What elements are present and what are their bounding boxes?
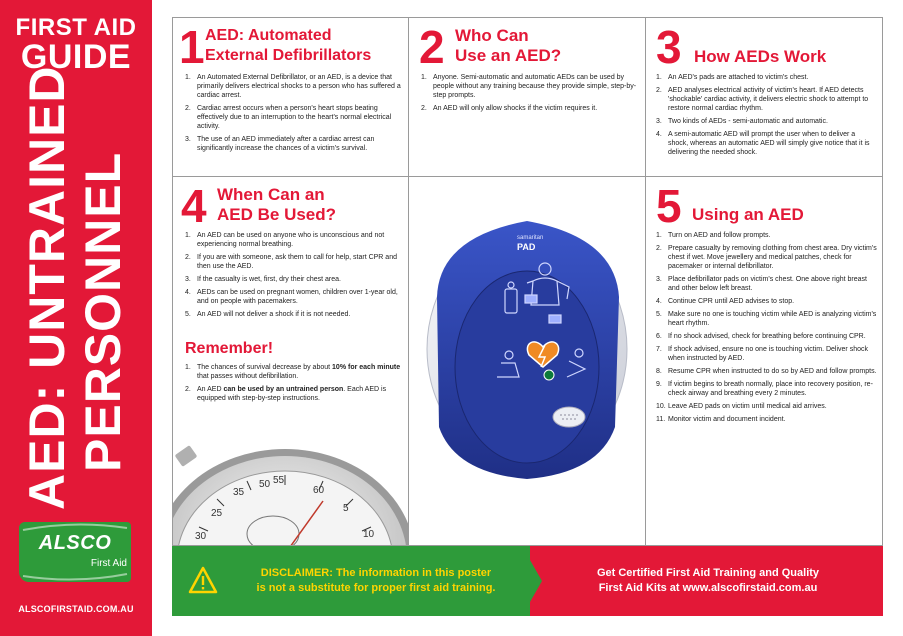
warning-icon (188, 566, 218, 594)
dial-label: 55 (273, 475, 285, 486)
list-item: 3. The use of an AED immediately after a cardiac arrest can significantly increase the chances of a victim's survival. (185, 136, 375, 152)
section-2-number: 2 (419, 21, 445, 73)
guide-title-line2: GUIDE (20, 38, 132, 76)
list-item: 11. Monitor victim and document incident. (656, 416, 786, 423)
section-5-list (656, 231, 878, 428)
list-item: 1. An AED can be used on anyone who is unconscious and not experiencing normal breathing. (185, 232, 385, 248)
list-item: 7. If shock advised, ensure no one is touching victim. Deliver shock when instructed by AED. (656, 346, 868, 362)
list-item: 1. An Automated External Defibrillator, or an AED, is a device that primarily delivers electrical shocks to a person who has suffered a cardiac arrest. (185, 74, 401, 99)
alsco-logo (19, 522, 131, 582)
section-2-title-line1: Who Can (455, 26, 529, 45)
guide-title-line1: FIRST AID (15, 14, 137, 41)
cta-url-link[interactable]: www.alscofirstaid.com.au (682, 582, 818, 594)
dial-label: 25 (211, 508, 223, 519)
cta-text (548, 566, 868, 596)
dial-label: 50 (259, 479, 271, 490)
section-1-panel (172, 17, 409, 177)
list-item: 3. Place defibrillator pads on victim's chest. One above right breast and other below left breast. (656, 276, 867, 292)
sidebar (0, 0, 152, 636)
list-item: 3. Two kinds of AEDs - semi-automatic and automatic. (656, 118, 828, 125)
section-1-number: 1 (179, 21, 205, 73)
dial-label: 35 (233, 487, 245, 498)
remember-list (185, 363, 401, 407)
section-2-list (421, 73, 637, 117)
list-item: 2. Prepare casualty by removing clothing from chest area. Dry victim's chest if wet. Move jewellery and medical patches, check for pacemaker or internal defibrillator. (656, 245, 877, 270)
aed-device-panel (408, 176, 646, 546)
list-item: 2. An AED can be used by an untrained person. Each AED is equipped with step-by-step instructions. (185, 386, 387, 402)
section-4-title-line2: AED Be Used? (217, 205, 337, 224)
list-item: 4. AEDs can be used on pregnant women, children over 1-year old, and on people with pacemakers. (185, 289, 398, 305)
dial-label: 5 (343, 503, 349, 514)
section-1-title-line2: External Defibrillators (205, 47, 372, 64)
list-item: 3. If the casualty is wet, first, dry their chest area. (185, 276, 341, 283)
section-2-panel (408, 17, 646, 177)
list-item: 1. Anyone. Semi-automatic and automatic AEDs can be used by people without any training because they provide simple, step-by-step prompts. (421, 74, 637, 99)
vertical-title-line1: AED: UNTRAINED (19, 65, 75, 510)
disclaimer-line1: DISCLAIMER: The information in this poster (260, 567, 492, 579)
list-item: 2. Cardiac arrest occurs when a person's heart stops beating effectively due to an interruption to the heart's normal electrical activity. (185, 105, 392, 130)
cta-line2: First Aid Kits at www.alscofirstaid.com.au (598, 582, 818, 594)
logo-name: ALSCO (38, 532, 112, 554)
list-item: 4. Continue CPR until AED advises to stop. (656, 298, 795, 305)
section-3-list (656, 73, 876, 161)
stopwatch-illustration (173, 419, 409, 546)
list-item: 2. If you are with someone, ask them to call for help, start CPR and then use the AED. (185, 254, 397, 270)
sidebar-website[interactable]: ALSCOFIRSTAID.COM.AU (18, 604, 134, 614)
section-4-list (185, 231, 401, 323)
list-item: 6. If no shock advised, check for breathing before continuing CPR. (656, 333, 866, 340)
list-item: 1. The chances of survival decrease by about 10% for each minute that passes without defibrillation. (185, 364, 401, 380)
list-item: 5. Make sure no one is touching victim while AED is analyzing victim's heart rhythm. (656, 311, 877, 327)
section-5-panel (645, 176, 883, 546)
section-4-panel (172, 176, 409, 546)
section-3-title: How AEDs Work (694, 47, 827, 66)
disclaimer-text (226, 566, 526, 596)
power-button-icon[interactable] (544, 370, 554, 380)
list-item: 1. Turn on AED and follow prompts. (656, 232, 771, 239)
device-model: PAD (517, 242, 536, 252)
section-4-title-line1: When Can an (217, 185, 325, 204)
device-brand: samaritan (517, 235, 544, 241)
section-5-number: 5 (656, 180, 682, 232)
dial-label: 30 (195, 531, 207, 542)
aed-device-illustration (409, 177, 646, 546)
section-3-panel (645, 17, 883, 177)
section-2-title-line2: Use an AED? (455, 46, 562, 65)
section-4-number: 4 (181, 180, 207, 232)
list-item: 2. An AED will only allow shocks if the victim requires it. (421, 105, 598, 112)
logo-subtitle: First Aid (90, 558, 127, 569)
section-5-title: Using an AED (692, 205, 804, 224)
speaker-grille-icon (553, 407, 585, 427)
banner-arrow (522, 546, 542, 616)
list-item: 2. AED analyses electrical activity of victim's heart. If AED detects 'shockable' cardiac activity, it delivers electric shock to attempt to restore normal cardiac rhythm. (656, 87, 869, 112)
section-1-list (185, 73, 401, 157)
disclaimer-line2: is not a substitute for proper first aid training. (256, 582, 496, 594)
list-item: 4. A semi-automatic AED will prompt the user when to deliver a shock, whereas an automatic AED will simply give notice that it is delivering the needed shock. (656, 131, 870, 156)
dial-label: 60 (313, 485, 325, 496)
section-3-number: 3 (656, 21, 682, 73)
cta-line1: Get Certified First Aid Training and Quality (596, 567, 820, 579)
list-item: 5. An AED will not deliver a shock if it is not needed. (185, 311, 351, 318)
list-item: 10. Leave AED pads on victim until medical aid arrives. (656, 403, 827, 410)
list-item: 1. An AED's pads are attached to victim's chest. (656, 74, 809, 81)
vertical-title-line2: PERSONNEL (75, 151, 131, 472)
dial-label: 10 (363, 529, 375, 540)
section-1-title-line1: AED: Automated (205, 27, 332, 44)
list-item: 8. Resume CPR when instructed to do so by AED and follow prompts. (656, 368, 877, 375)
list-item: 9. If victim begins to breath normally, place into recovery position, re-check airway and breathing every 2 minutes. (656, 381, 873, 397)
remember-heading: Remember! (185, 340, 274, 357)
